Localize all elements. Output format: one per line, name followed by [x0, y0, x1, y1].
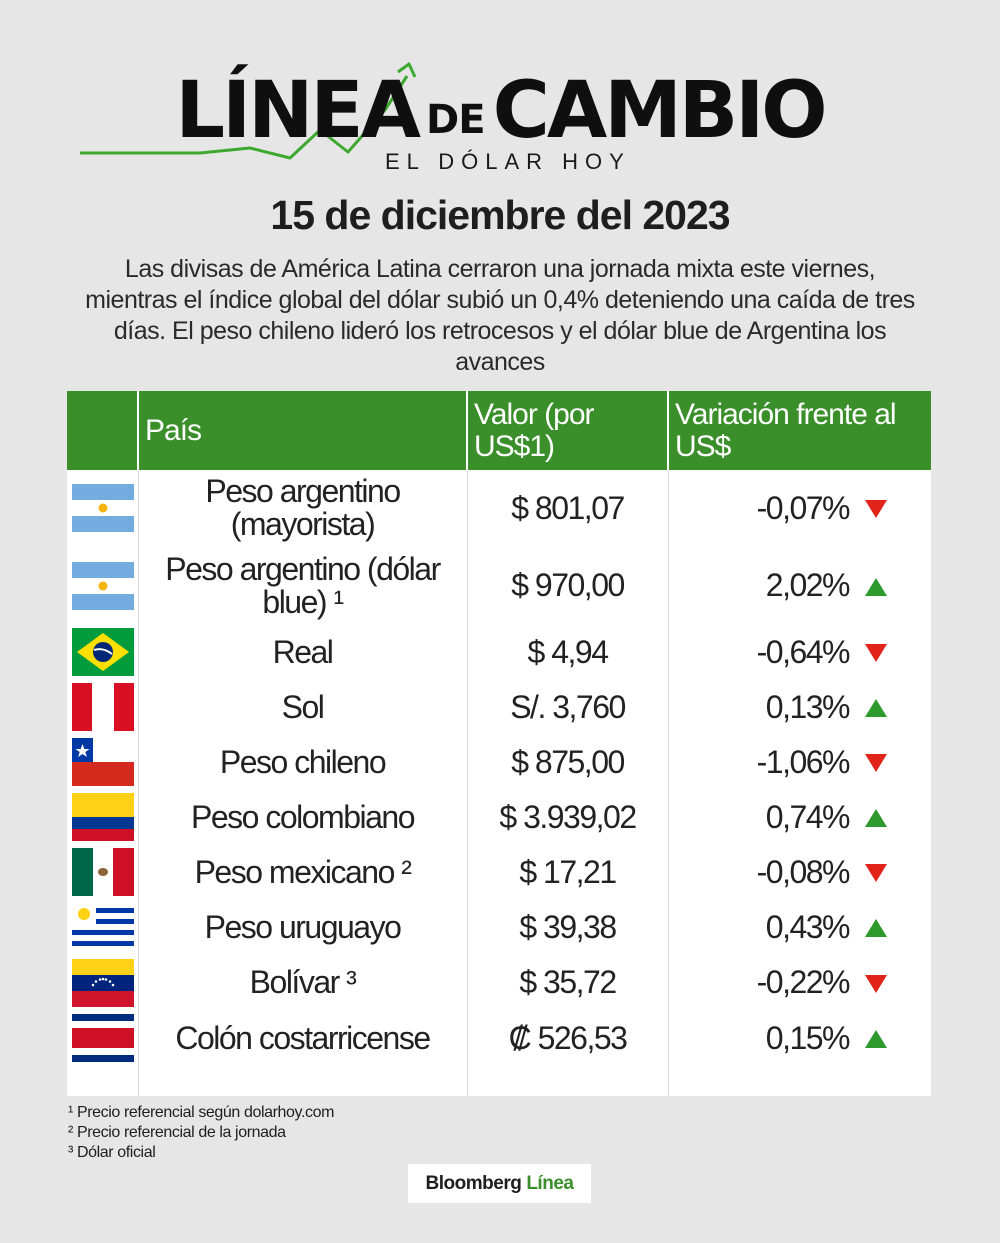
arrow-up-icon: [865, 809, 887, 827]
table-row: [67, 470, 931, 546]
header-valor: Valor (por US$1): [474, 397, 594, 463]
table-row: [67, 789, 931, 845]
currency-value: $ 4,94: [527, 633, 608, 670]
peru-flag: [72, 683, 134, 731]
variation-cell: [668, 470, 931, 546]
uruguay-flag: [72, 903, 134, 951]
flag-cell: [67, 845, 138, 899]
currency-name: Bolívar ³: [249, 964, 356, 1000]
table-row: [67, 955, 931, 1010]
variation-value: 0,13%: [765, 688, 849, 725]
logo-subtitle: EL DÓLAR HOY: [385, 149, 631, 174]
chile-flag: [72, 738, 134, 786]
flag-cell: [67, 679, 138, 735]
brazil-flag: [72, 628, 134, 676]
variation-value: 0,43%: [765, 908, 849, 945]
arrow-down-icon: [865, 754, 887, 772]
flag-cell: [67, 546, 138, 625]
table-row: [67, 899, 931, 955]
arrow-up-icon: [865, 919, 887, 937]
page-title: 15 de diciembre del 2023: [270, 192, 730, 238]
argentina-flag: [72, 562, 134, 610]
bloomberg-linea-logo: [408, 1164, 591, 1203]
flag-cell: [67, 955, 138, 1010]
currency-value: $ 970,00: [511, 567, 624, 603]
currency-name: Peso chileno: [219, 743, 386, 780]
variation-value: -0,08%: [756, 853, 849, 890]
variation-value: -1,06%: [756, 743, 849, 780]
footnotes: [68, 1103, 334, 1163]
variation-cell: [668, 679, 931, 735]
mexico-flag: [72, 848, 134, 896]
venezuela-flag: [72, 959, 134, 1007]
arrow-up-icon: [865, 699, 887, 717]
logo-word-de: DE: [426, 97, 485, 143]
table-row: [67, 1010, 931, 1066]
variation-cell: [668, 625, 931, 679]
variation-value: 0,74%: [765, 798, 849, 835]
currency-value: $ 39,38: [519, 908, 616, 945]
flag-cell: [67, 625, 138, 679]
variation-cell: [668, 1010, 931, 1066]
footnote: ¹ Precio referencial según dolarhoy.com: [68, 1104, 335, 1121]
variation-cell: [668, 899, 931, 955]
currency-name: Real: [272, 633, 333, 670]
currency-value: $ 3.939,02: [499, 798, 636, 835]
arrow-up-icon: [865, 578, 887, 596]
currency-value: ₡ 526,53: [508, 1019, 627, 1056]
variation-cell: [668, 789, 931, 845]
variation-value: -0,07%: [756, 489, 849, 526]
flag-cell: [67, 1010, 138, 1066]
currency-name: Peso mexicano ²: [194, 853, 411, 890]
table-row: [67, 546, 931, 625]
table-row: [67, 845, 931, 899]
flag-cell: [67, 735, 138, 789]
arrow-down-icon: [865, 500, 887, 518]
footnote: ³ Dólar oficial: [68, 1144, 156, 1161]
footnote: ² Precio referencial de la jornada: [68, 1124, 286, 1141]
variation-cell: [668, 845, 931, 899]
variation-cell: [668, 955, 931, 1010]
header-pais: País: [145, 413, 202, 447]
currency-name: Colón costarricense: [175, 1019, 430, 1056]
table-header: [67, 391, 931, 470]
table-row: [67, 625, 931, 679]
currency-value: S/. 3,760: [510, 688, 625, 725]
currency-value: $ 35,72: [519, 964, 616, 1000]
variation-value: -0,64%: [756, 633, 849, 670]
exchange-rate-table: [67, 391, 931, 1096]
arrow-down-icon: [865, 864, 887, 882]
table-row: [67, 679, 931, 735]
intro-paragraph: Las divisas de América Latina cerraron una jornada mixta este viernes, mientras el índice global del dólar subió un 0,4% deteniendo una caída de tres días. El peso chileno lideró los retrocesos y el dólar blue de Argentina los avances: [85, 255, 915, 376]
brand-name: Bloomberg: [425, 1172, 522, 1194]
arrow-down-icon: [865, 975, 887, 993]
brand-name-accent: Línea: [526, 1172, 574, 1194]
variation-cell: [668, 735, 931, 789]
colombia-flag: [72, 793, 134, 841]
variation-value: 0,15%: [765, 1019, 849, 1056]
flag-cell: [67, 789, 138, 845]
arrow-up-icon: [865, 1030, 887, 1048]
logo-word-cambio: CAMBIO: [492, 66, 825, 156]
flag-cell: [67, 470, 138, 546]
currency-name: Peso uruguayo: [204, 908, 401, 945]
logo-word-linea: LÍNEA: [175, 66, 419, 156]
variation-value: 2,02%: [765, 567, 849, 603]
logo: [0, 50, 1000, 180]
currency-name: Peso colombiano: [191, 798, 414, 835]
arrow-down-icon: [865, 644, 887, 662]
variation-value: -0,22%: [756, 964, 849, 1000]
header-variacion: Variación frente al US$: [675, 397, 896, 463]
currency-value: $ 801,07: [511, 489, 624, 526]
currency-name: Peso argentino (dólar blue) ¹: [165, 550, 440, 620]
flag-cell: [67, 899, 138, 955]
argentina-flag: [72, 484, 134, 532]
currency-value: $ 17,21: [519, 853, 616, 890]
variation-cell: [668, 546, 931, 625]
currency-name: Peso argentino (mayorista): [205, 473, 400, 542]
costa-rica-flag: [72, 1014, 134, 1062]
currency-name: Sol: [281, 688, 324, 725]
currency-value: $ 875,00: [511, 743, 624, 780]
table-row: [67, 735, 931, 789]
